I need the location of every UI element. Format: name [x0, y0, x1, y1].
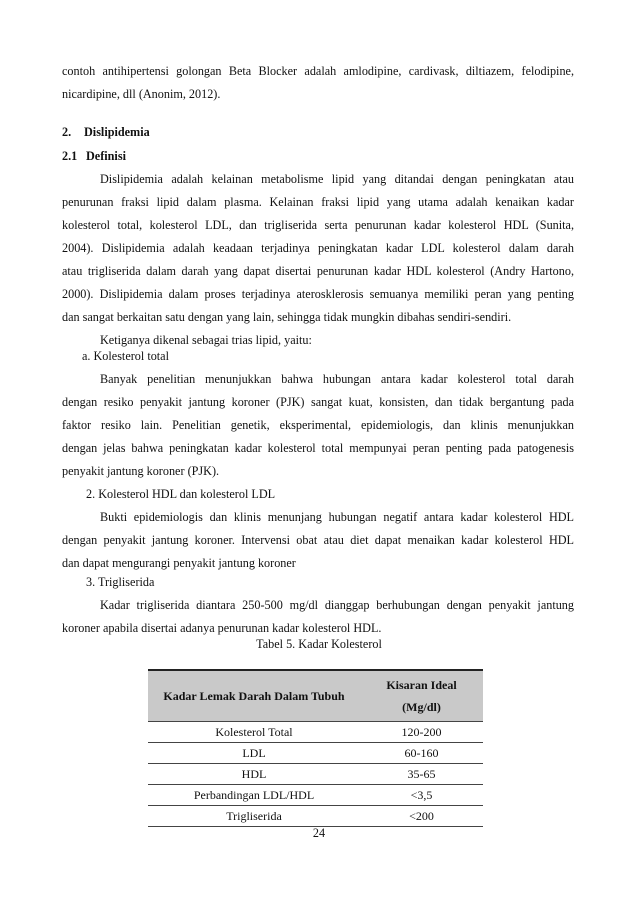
text-line: faktor resiko lain. Penelitian genetik, eksperimental, epidemiologis, dan klinis menunjukkan	[62, 418, 574, 432]
text-line: dengan jelas bahwa peningkatan kadar kolesterol total mempunyai peran penting pada patogenesis	[62, 441, 574, 455]
cholesterol-table	[148, 669, 483, 827]
section-heading	[62, 121, 574, 144]
text-line: dengan resiko penyakit jantung koroner (PJK) sangat kuat, konsisten, dan tidak bergantung pada	[62, 395, 574, 409]
table-cell: HDL	[241, 766, 267, 781]
list-item-hdl-ldl	[62, 483, 574, 575]
list-item-title: a. Kolesterol total	[82, 349, 169, 363]
table-row	[148, 743, 483, 764]
list-item-kolesterol-total	[62, 345, 574, 483]
list-item-title: 2. Kolesterol HDL dan kolesterol LDL	[86, 487, 276, 501]
table-cell: 120-200	[401, 724, 442, 739]
header-text: (Mg/dl)	[402, 700, 441, 714]
text-line: contoh antihipertensi golongan Beta Blocker adalah amlodipine, cardivask, diltiazem, felodipine,	[62, 64, 574, 78]
text-line: dengan penyakit jantung koroner. Intervensi obat atau diet dapat menaikan kadar kolesterol HDL	[62, 533, 574, 547]
text-line: Kadar trigliserida diantara 250-500 mg/dl dianggap berhubungan dengan penyakit jantung	[100, 598, 574, 612]
table-caption: Tabel 5. Kadar Kolesterol	[256, 637, 382, 651]
text-line: penurunan fraksi lipid dalam plasma. Kelainan fraksi lipid yang utama adalah kenaikan kadar	[62, 195, 574, 209]
text-line: dan dapat mengurangi penyakit jantung koroner	[62, 556, 296, 570]
table-row	[148, 785, 483, 806]
section-title: Dislipidemia	[84, 125, 150, 139]
text-line: dan sangat berkaitan satu dengan yang lain, sehingga tidak mungkin dibahas sendiri-sendiri.	[62, 310, 512, 324]
header-text: Kisaran Ideal	[386, 678, 457, 692]
table-cell: Kolesterol Total	[215, 724, 293, 739]
table-header-cell: Kadar Lemak Darah Dalam Tubuh	[148, 670, 360, 722]
subsection-title: Definisi	[86, 149, 126, 163]
text-line: atau trigliserida dalam darah yang dapat disertai penurunan kadar HDL kolesterol (Andry Hartono,	[62, 264, 574, 278]
table-cell: <3,5	[410, 787, 433, 802]
table-cell: Perbandingan LDL/HDL	[193, 787, 315, 802]
text-line: nicardipine, dll (Anonim, 2012).	[62, 87, 221, 101]
trias-intro: Ketiganya dikenal sebagai trias lipid, yaitu:	[100, 333, 312, 347]
text-line: koroner apabila disertai adanya penurunan kadar kolesterol HDL.	[62, 621, 382, 635]
continuation-paragraph	[62, 60, 574, 106]
list-item-trigliserida	[62, 571, 574, 640]
table-row	[148, 764, 483, 785]
table-cell: LDL	[242, 745, 266, 760]
table-cell: Trigliserida	[226, 808, 282, 823]
table-header-cell	[360, 670, 483, 722]
text-line: Banyak penelitian menunjukkan bahwa hubungan antara kadar kolesterol total darah	[100, 372, 574, 386]
text-line: Dislipidemia adalah kelainan metabolisme lipid yang ditandai dengan peningkatan atau	[100, 172, 574, 186]
text-line: 2000). Dislipidemia dalam proses terjadinya aterosklerosis semuanya memiliki peran yang penting	[62, 287, 574, 301]
text-line: 2004). Dislipidemia adalah keadaan terjadinya peningkatan kadar LDL kolesterol dalam darah	[62, 241, 574, 255]
page-number: 24	[312, 826, 326, 840]
definition-paragraph	[62, 168, 574, 352]
table-row	[148, 806, 483, 827]
subsection-heading	[62, 145, 574, 168]
table-cell: 60-160	[404, 745, 439, 760]
section-number: 2.	[62, 125, 72, 139]
table-cell: 35-65	[407, 766, 436, 781]
text-line: penyakit jantung koroner (PJK).	[62, 464, 220, 478]
subsection-number: 2.1	[62, 149, 78, 163]
table-cell: <200	[409, 808, 434, 823]
text-line: Bukti epidemiologis dan klinis menunjang hubungan negatif antara kadar kolesterol HDL	[100, 510, 574, 524]
table-header-row	[148, 670, 483, 722]
list-item-title: 3. Trigliserida	[86, 575, 155, 589]
table-row	[148, 722, 483, 743]
text-line: kolesterol total, kolesterol LDL, dan trigliserida serta penurunan kadar kolesterol HDL (Sunita,	[62, 218, 574, 232]
